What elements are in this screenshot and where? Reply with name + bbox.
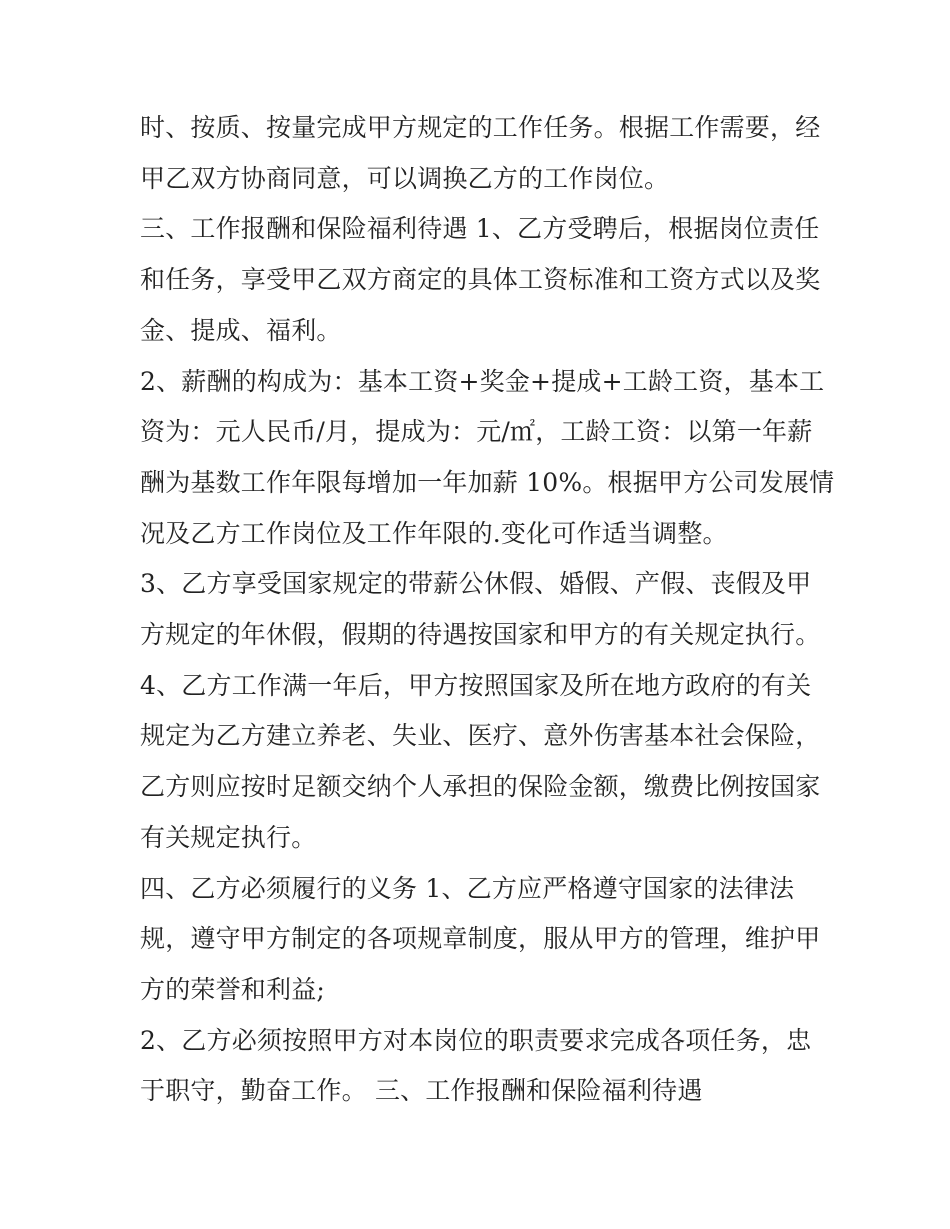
- text-line: 和任务，享受甲乙双方商定的具体工资标准和工资方式以及奖: [140, 265, 821, 295]
- text-line: 规定为乙方建立养老、失业、医疗、意外伤害基本社会保险，: [140, 721, 821, 751]
- paragraph-social-insurance: [140, 661, 830, 864]
- text-line: 甲乙双方协商同意，可以调换乙方的工作岗位。: [140, 163, 670, 193]
- text-line: 金、提成、福利。: [140, 315, 342, 345]
- text-line: 4、乙方工作满一年后，甲方按照国家及所在地方政府的有关: [140, 670, 812, 700]
- text-line: 方的荣誉和利益;: [140, 974, 326, 1004]
- text-line: 方规定的年休假，假期的待遇按国家和甲方的有关规定执行。: [140, 620, 821, 650]
- paragraph-section-four-obligations: [140, 864, 830, 1016]
- text-line: 乙方则应按时足额交纳个人承担的保险金额，缴费比例按国家: [140, 772, 821, 802]
- text-line: 有关规定执行。: [140, 822, 317, 852]
- text-line: 三、工作报酬和保险福利待遇 1、乙方受聘后，根据岗位责任: [140, 214, 820, 244]
- text-line: 2、乙方必须按照甲方对本岗位的职责要求完成各项任务，忠: [140, 1025, 812, 1055]
- text-line: 四、乙方必须履行的义务 1、乙方应严格遵守国家的法律法: [140, 873, 795, 903]
- text-line: 时、按质、按量完成甲方规定的工作任务。根据工作需要，经: [140, 113, 821, 142]
- text-line: 2、薪酬的构成为：基本工资+奖金+提成+工龄工资，基本工: [140, 366, 825, 396]
- paragraph-work-tasks: [140, 103, 830, 204]
- text-line: 况及乙方工作岗位及工作年限的.变化可作适当调整。: [140, 518, 728, 548]
- text-line: 酬为基数工作年限每增加一年加薪 10%。根据甲方公司发展情: [140, 467, 835, 497]
- text-line: 资为：元人民币/月，提成为：元/㎡，工龄工资：以第一年薪: [140, 417, 813, 447]
- document-body: [140, 103, 835, 1117]
- paragraph-job-duties: [140, 1016, 830, 1117]
- text-line: 规，遵守甲方制定的各项规章制度，服从甲方的管理，维护甲: [140, 924, 821, 954]
- paragraph-paid-leave: [140, 559, 830, 660]
- text-line: 3、乙方享受国家规定的带薪公休假、婚假、产假、丧假及甲: [140, 569, 812, 599]
- paragraph-salary-structure: [140, 357, 835, 560]
- text-line: 于职守，勤奋工作。 三、工作报酬和保险福利待遇: [140, 1076, 703, 1106]
- paragraph-section-three-compensation: [140, 204, 830, 356]
